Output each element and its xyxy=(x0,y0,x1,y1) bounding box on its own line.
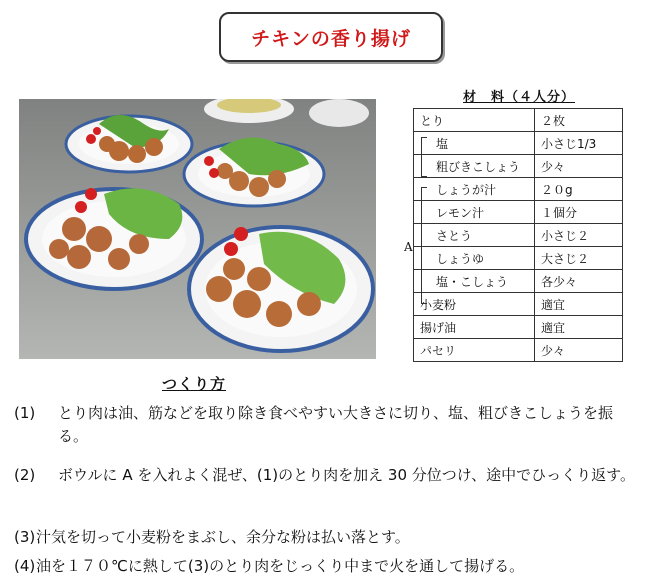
table-row xyxy=(414,339,623,362)
ingredient-amount: 適宜 xyxy=(535,316,623,339)
ingredient-name: しょうゆ xyxy=(414,247,535,270)
ingredient-amount: 小さじ1/3 xyxy=(535,132,623,155)
ingredient-name: 揚げ油 xyxy=(414,316,535,339)
list-item xyxy=(14,402,640,448)
step-text: ボウルに A を入れよく混ぜ、(1)のとり肉を加え 30 分位つけ、途中でひっくり返す。 xyxy=(58,466,635,484)
dish-photo-image xyxy=(19,99,376,359)
ingredient-amount: ２枚 xyxy=(535,109,623,132)
materials-table xyxy=(413,108,623,362)
ingredient-name: パセリ xyxy=(414,339,535,362)
list-item xyxy=(14,464,640,487)
ingredient-amount: 大さじ２ xyxy=(535,247,623,270)
table-row xyxy=(414,201,623,224)
step-number: (1) xyxy=(14,404,36,422)
ingredient-amount: 少々 xyxy=(535,155,623,178)
ingredient-amount: 小さじ２ xyxy=(535,224,623,247)
table-row xyxy=(414,316,623,339)
ingredient-amount: 少々 xyxy=(535,339,623,362)
table-row xyxy=(414,247,623,270)
ingredient-name: レモン汁 xyxy=(414,201,535,224)
recipe-title-box xyxy=(219,12,443,62)
ingredient-name: しょうが汁 xyxy=(414,178,535,201)
step-number: (2) xyxy=(14,466,36,484)
recipe-title: チキンの香り揚げ xyxy=(251,27,411,50)
ingredient-amount: １個分 xyxy=(535,201,623,224)
table-row xyxy=(414,155,623,178)
table-row xyxy=(414,178,623,201)
step-text: 汁気を切って小麦粉をまぶし、余分な粉は払い落とす。 xyxy=(36,528,410,546)
list-item xyxy=(14,526,640,549)
ingredient-amount: 適宜 xyxy=(535,293,623,316)
ingredient-amount: ２０g xyxy=(535,178,623,201)
ingredient-name: 小麦粉 xyxy=(414,293,535,316)
step-number: (4) xyxy=(14,557,36,575)
materials-heading: 材 料（４人分） xyxy=(462,90,575,105)
table-row xyxy=(414,132,623,155)
dish-photo xyxy=(19,99,376,359)
table-row xyxy=(414,224,623,247)
step-number: (3) xyxy=(14,528,36,546)
ingredient-name: 塩・こしょう xyxy=(414,270,535,293)
table-row xyxy=(414,109,623,132)
step-text: とり肉は油、筋などを取り除き食べやすい大きさに切り、塩、粗びきこしょうを振る。 xyxy=(58,404,614,445)
ingredient-name: さとう xyxy=(414,224,535,247)
marinade-a-bracket xyxy=(421,187,427,304)
marinade-a-label: A xyxy=(404,240,413,254)
salt-pepper-bracket xyxy=(421,137,427,177)
method-heading: つくり方 xyxy=(162,375,227,393)
list-item xyxy=(14,555,640,578)
table-row xyxy=(414,293,623,316)
ingredient-amount: 各少々 xyxy=(535,270,623,293)
step-text: 油を１７０℃に熱して(3)のとり肉をじっくり中まで火を通して揚げる。 xyxy=(36,557,525,575)
ingredient-name: 塩 xyxy=(414,132,535,155)
ingredient-name: 粗びきこしょう xyxy=(414,155,535,178)
ingredient-name: とり xyxy=(414,109,535,132)
table-row xyxy=(414,270,623,293)
